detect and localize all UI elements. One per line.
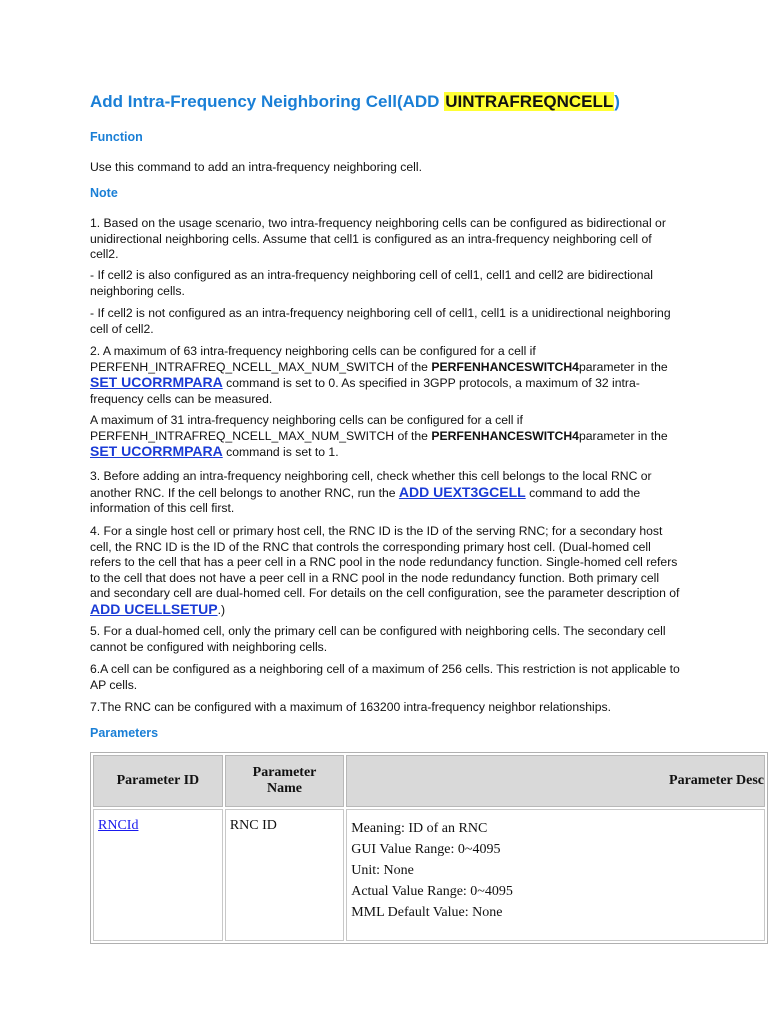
note-p4-text-c: parameter in the [578,359,668,374]
note-p4-text-a: 2. A maximum of 63 intra-frequency neighboring cells can be configured for a cell if PERFENH_INTRAFREQ_NCELL_MAX_NUM_SWITCH of the [90,344,536,374]
function-heading: Function [90,130,143,144]
title-command-highlight: UINTRAFREQNCELL [445,92,614,111]
table-row [93,809,765,941]
note-p6-text-a: 3. Before adding an intra-frequency neighboring cell, check whether this cell belongs to the local RNC or another RNC. If the cell belongs to another RNC, run the [90,469,652,500]
function-text: Use this command to add an intra-frequency neighboring cell. [90,160,422,174]
add-uext3gcell-link[interactable]: ADD UEXT3GCELL [398,483,526,500]
column-header-parameter-desc: Parameter Desc [346,755,765,807]
note-p5-param: PERFENHANCESWITCH4 [431,428,579,443]
note-p5-text-c: parameter in the [578,428,668,443]
note-p7-text-a: 4. For a single host cell or primary host cell, the RNC ID is the ID of the serving RNC; for a secondary host cell, the RNC ID is the ID of the RNC that controls the corresponding primary host cell. (Dual-homed cell refers to the cell that has a peer cell in a RNC pool in the node redundancy function. Single-homed cell refers to the cell that does not have a peer cell in a RNC pool in the node redundancy function. Both primary cell and secondary cell are dual-homed cell. For details on the cell configuration, see the parameter description of [90,524,680,600]
rncid-link[interactable]: RNCId [98,818,139,833]
desc-default-value: MML Default Value: None [351,905,503,920]
note-p5-text-e: command is set to 1. [222,445,339,459]
note-paragraph-1: 1. Based on the usage scenario, two intra-frequency neighboring cells can be configured as bidirectional or unidirectional neighboring cells. Assume that cell1 is configured as an intra-frequency neighboring cell of cell2. [90,216,666,261]
note-paragraph-9: 6.A cell can be configured as a neighboring cell of a maximum of 256 cells. This restriction is not applicable to AP cells. [90,662,680,692]
add-ucellsetup-link[interactable]: ADD UCELLSETUP [90,600,218,617]
page-title [90,92,768,112]
column-header-parameter-name: Parameter Name [225,755,344,807]
note-p4-text-e: command is set to 0. As specified in 3GPP protocols, a maximum of 32 intra-frequency cells can be measured. [90,376,640,406]
title-prefix: Add Intra-Frequency Neighboring Cell(ADD [90,92,445,111]
cell-parameter-name: RNC ID [225,809,344,941]
note-paragraph-3: - If cell2 is not configured as an intra-frequency neighboring cell of cell1, cell1 is a unidirectional neighboring cell of cell2. [90,306,671,336]
note-paragraph-6 [90,469,680,517]
note-paragraph-8: 5. For a dual-homed cell, only the primary cell can be configured with neighboring cells. The secondary cell cannot be configured with neighboring cells. [90,624,666,654]
desc-gui-range: GUI Value Range: 0~4095 [351,842,501,857]
set-ucorrmpara-link-2[interactable]: SET UCORRMPARA [90,443,223,459]
cell-parameter-id [93,809,223,941]
cell-parameter-desc [346,809,765,941]
set-ucorrmpara-link[interactable]: SET UCORRMPARA [90,374,223,390]
parameters-heading: Parameters [90,726,159,740]
note-paragraph-2: - If cell2 is also configured as an intra-frequency neighboring cell of cell1, cell1 and cell2 are bidirectional neighboring cells. [90,268,653,298]
parameters-table [90,752,768,944]
table-header-row [93,755,765,807]
desc-actual-range: Actual Value Range: 0~4095 [351,884,513,899]
note-paragraph-4 [90,344,680,407]
desc-unit: Unit: None [351,863,414,878]
column-header-parameter-id: Parameter ID [93,755,223,807]
note-paragraph-7 [90,524,680,618]
desc-meaning: Meaning: ID of an RNC [351,821,488,836]
note-heading: Note [90,186,118,200]
note-p7-text-c: .) [217,602,226,617]
note-p5-text-a: A maximum of 31 intra-frequency neighboring cells can be configured for a cell if PERFENH_INTRAFREQ_NCELL_MAX_NUM_SWITCH of the [90,413,523,443]
note-paragraph-5 [90,413,680,461]
note-p4-param: PERFENHANCESWITCH4 [431,359,579,374]
note-paragraph-10: 7.The RNC can be configured with a maximum of 163200 intra-frequency neighbor relationships. [90,700,611,714]
title-suffix: ) [614,92,620,111]
note-p6-text-c: command to add the information of this cell first. [90,485,641,515]
